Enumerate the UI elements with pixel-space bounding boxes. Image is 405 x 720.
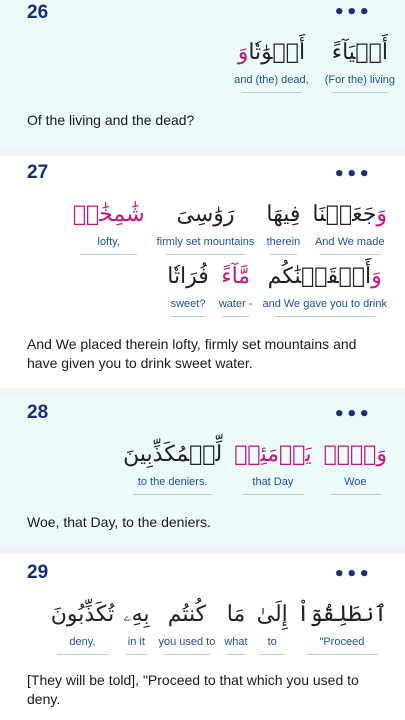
word-translation: that Day	[252, 476, 294, 488]
word-translation: to	[267, 636, 277, 648]
arabic-word: كُنتُم	[167, 602, 207, 627]
word-item[interactable]	[234, 36, 309, 93]
more-options-icon[interactable]: •••	[333, 164, 371, 185]
word-translation: and We gave you to drink	[262, 298, 387, 310]
word-underline	[275, 316, 375, 317]
word-row	[234, 36, 395, 93]
word-underline	[126, 654, 147, 655]
word-translation: to the deniers.	[137, 476, 208, 488]
word-item[interactable]	[297, 598, 387, 655]
word-underline	[270, 254, 297, 255]
more-options-icon[interactable]: •••	[333, 404, 371, 425]
arabic-word: فُرَاتٗا	[167, 264, 209, 289]
arabic-word: وَأَسۡقَيۡنَٰكُم	[267, 264, 382, 289]
word-translation: lofty,	[97, 236, 120, 248]
arabic-word: مَا	[226, 602, 246, 627]
more-options-icon[interactable]: •••	[333, 2, 371, 23]
word-item[interactable]	[325, 36, 395, 93]
word-underline	[166, 254, 244, 255]
verse-card-27	[0, 156, 405, 388]
word-item[interactable]	[266, 198, 300, 255]
arabic-word: لِّلۡمُكَذِّبِينَ	[123, 442, 223, 467]
word-row	[167, 260, 387, 317]
word-underline	[242, 494, 304, 495]
verse-number: 28	[27, 402, 49, 423]
word-item[interactable]	[123, 438, 222, 495]
arabic-word: مَّآءً	[221, 264, 251, 289]
word-item[interactable]	[167, 260, 209, 317]
divider	[0, 546, 405, 554]
word-underline	[133, 494, 212, 495]
word-underline	[330, 494, 381, 495]
arabic-word: إِلَىٰ	[256, 602, 288, 627]
arabic-word: شَٰمِخَٰتٖ	[72, 202, 145, 227]
verse-card-26	[0, 0, 405, 148]
word-row	[123, 438, 387, 495]
arabic-word: وَيۡلٞ	[323, 442, 387, 467]
word-translation: firmly set mountains	[156, 236, 255, 248]
word-row	[51, 598, 387, 655]
arabic-word: تُكَذِّبُونَ	[50, 602, 115, 627]
word-translation: water -	[218, 298, 253, 310]
arabic-word: رَوَٰسِىَ	[176, 202, 235, 227]
word-translation: therein	[266, 236, 301, 248]
divider	[0, 388, 405, 396]
word-underline	[260, 654, 285, 655]
arabic-word: يَوۡمَئِذٖ	[234, 442, 312, 467]
word-item[interactable]	[158, 598, 215, 655]
arabic-word: بِهِۦ	[123, 602, 150, 627]
verse-number: 27	[27, 162, 49, 183]
arabic-word: ٱنطَلِقُوٓاْ	[296, 602, 387, 627]
verse-number: 29	[27, 562, 49, 583]
word-item[interactable]	[312, 198, 387, 255]
word-underline	[242, 92, 302, 93]
word-item[interactable]	[257, 598, 288, 655]
word-item[interactable]	[234, 438, 311, 495]
word-item[interactable]	[157, 198, 255, 255]
verse-card-28	[0, 396, 405, 546]
word-translation: "Proceed	[319, 636, 365, 648]
word-underline	[227, 654, 246, 655]
word-underline	[222, 316, 249, 317]
arabic-word: أَمۡوَٰتٗاوَ	[237, 40, 306, 65]
verse-number: 26	[27, 2, 49, 23]
verse-translation: And We placed therein lofty, firmly set mountains and have given you to drink sweet water.	[27, 336, 357, 371]
word-item[interactable]	[224, 598, 247, 655]
word-row	[73, 198, 387, 255]
word-underline	[320, 254, 380, 255]
word-item[interactable]	[219, 260, 253, 317]
word-translation: sweet?	[170, 298, 206, 310]
word-underline	[164, 654, 210, 655]
word-translation: deny,	[69, 636, 96, 648]
word-item[interactable]	[324, 438, 387, 495]
word-underline	[171, 316, 204, 317]
word-underline	[57, 654, 108, 655]
verse-card-29	[0, 554, 405, 720]
word-item[interactable]	[51, 598, 114, 655]
word-item[interactable]	[262, 260, 387, 317]
word-item[interactable]	[123, 598, 149, 655]
word-translation: and (the) dead,	[234, 74, 309, 86]
more-options-icon[interactable]: •••	[333, 564, 371, 585]
arabic-word: وَجَعَلۡنَا	[312, 202, 387, 227]
divider	[0, 148, 405, 156]
word-translation: in it	[127, 636, 145, 648]
word-underline	[306, 654, 378, 655]
word-translation: And We made	[314, 236, 385, 248]
arabic-word: أَحۡيَآءً	[331, 40, 388, 65]
verse-translation: Woe, that Day, to the deniers.	[27, 514, 211, 530]
word-underline	[80, 254, 137, 255]
word-translation: what	[224, 636, 248, 648]
verse-translation: [They will be told], "Proceed to that which you used to deny.	[27, 672, 359, 707]
word-item[interactable]	[73, 198, 145, 255]
verse-translation: Of the living and the dead?	[27, 112, 195, 128]
word-underline	[332, 92, 388, 93]
word-translation: (For the) living	[324, 74, 395, 86]
word-translation: you used to	[158, 636, 216, 648]
word-translation: Woe	[344, 476, 367, 488]
arabic-word: فِيهَا	[266, 202, 301, 227]
